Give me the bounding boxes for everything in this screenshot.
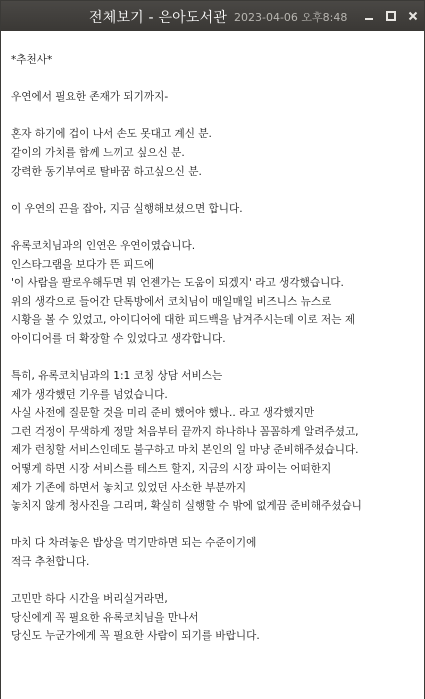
text-line: 그런 걱정이 무색하게 정말 처음부터 끝까지 하나하나 꼼꼼하게 알려주셨고, [11, 425, 359, 438]
text-line: 놓치지 않게 청사진을 그리며, 확실히 실행할 수 밖에 없게끔 준비해주셨습니 [11, 500, 362, 513]
paragraph-gap [11, 572, 421, 591]
window-controls [358, 1, 424, 31]
text-line: 고민만 하다 시간을 버리실거라면, [11, 593, 168, 606]
paragraph-gap [11, 218, 421, 237]
text-line: 유록코치님과의 인연은 우연이였습니다. [11, 239, 196, 252]
paragraph-gap [11, 181, 421, 200]
text-line: 같이의 가치를 함께 느끼고 싶으신 분. [11, 146, 185, 159]
text-line: 우연에서 필요한 존재가 되기까지- [11, 91, 169, 104]
text-line: 아이디어를 더 확장할 수 있었다고 생각합니다. [11, 332, 226, 345]
maximize-button[interactable] [380, 1, 402, 31]
text-line: *추천사* [11, 54, 53, 66]
text-line: 인스타그램을 보다가 뜬 피드에 [11, 258, 155, 271]
close-icon [408, 11, 418, 21]
paragraph-gap [11, 70, 421, 89]
text-line: 제가 런칭할 서비스인데도 불구하고 마치 본인의 일 마냥 준비해주셨습니다. [11, 444, 359, 457]
text-line: '이 사람을 팔로우해두면 뭐 언젠가는 도움이 되겠지' 라고 생각했습니다. [11, 277, 344, 290]
text-line: 강력한 동기부여로 탈바꿈 하고싶으신 분. [11, 165, 202, 178]
text-line: 제가 기존에 하면서 놓치고 있었던 사소한 부분까지 [11, 481, 247, 494]
text-line: 사실 사전에 질문할 것을 미리 준비 했어야 했나.. 라고 생각했지만 [11, 407, 315, 420]
timestamp: 2023-04-06 오후8:48 [234, 11, 348, 24]
text-line: 혼자 하기에 겁이 나서 손도 못대고 계신 분. [11, 128, 212, 141]
paragraph-gap [11, 349, 421, 368]
close-button[interactable] [402, 1, 424, 31]
post-content[interactable] [1, 31, 424, 699]
text-line: 이 우연의 끈을 잡아, 지금 실행해보셨으면 합니다. [11, 202, 243, 215]
paragraph-gap [11, 516, 421, 535]
text-line: 제가 생각했던 기우를 넘었습니다. [11, 388, 168, 401]
paragraph-gap [11, 107, 421, 126]
minimize-button[interactable] [358, 1, 380, 31]
text-line: 시황을 볼 수 있었고, 아이디어에 대한 피드백을 남겨주시는데 이로 저는 제 [11, 314, 356, 327]
text-line: 당신에게 꼭 필요한 유록코치님을 만나서 [11, 611, 199, 624]
text-line: 어떻게 하면 시장 서비스를 테스트 할지, 지금의 시장 파이는 어떠한지 [11, 463, 332, 476]
text-line: 특히, 유록코치님과의 1:1 코칭 상담 서비스는 [11, 370, 223, 383]
text-line: 당신도 누군가에게 꼭 필요한 사람이 되기를 바랍니다. [11, 630, 260, 643]
maximize-icon [386, 11, 396, 21]
minimize-icon [364, 11, 374, 21]
text-line: 적극 추천합니다. [11, 556, 90, 569]
post-body [11, 51, 421, 646]
text-line: 마치 다 차려놓은 밥상을 먹기만하면 되는 수준이기에 [11, 537, 257, 550]
title-bar[interactable] [1, 1, 424, 31]
text-line: 위의 생각으로 들어간 단톡방에서 코치님이 매일매일 비즈니스 뉴스로 [11, 295, 332, 308]
window-title: 전체보기 - 은아도서관 [89, 10, 228, 26]
